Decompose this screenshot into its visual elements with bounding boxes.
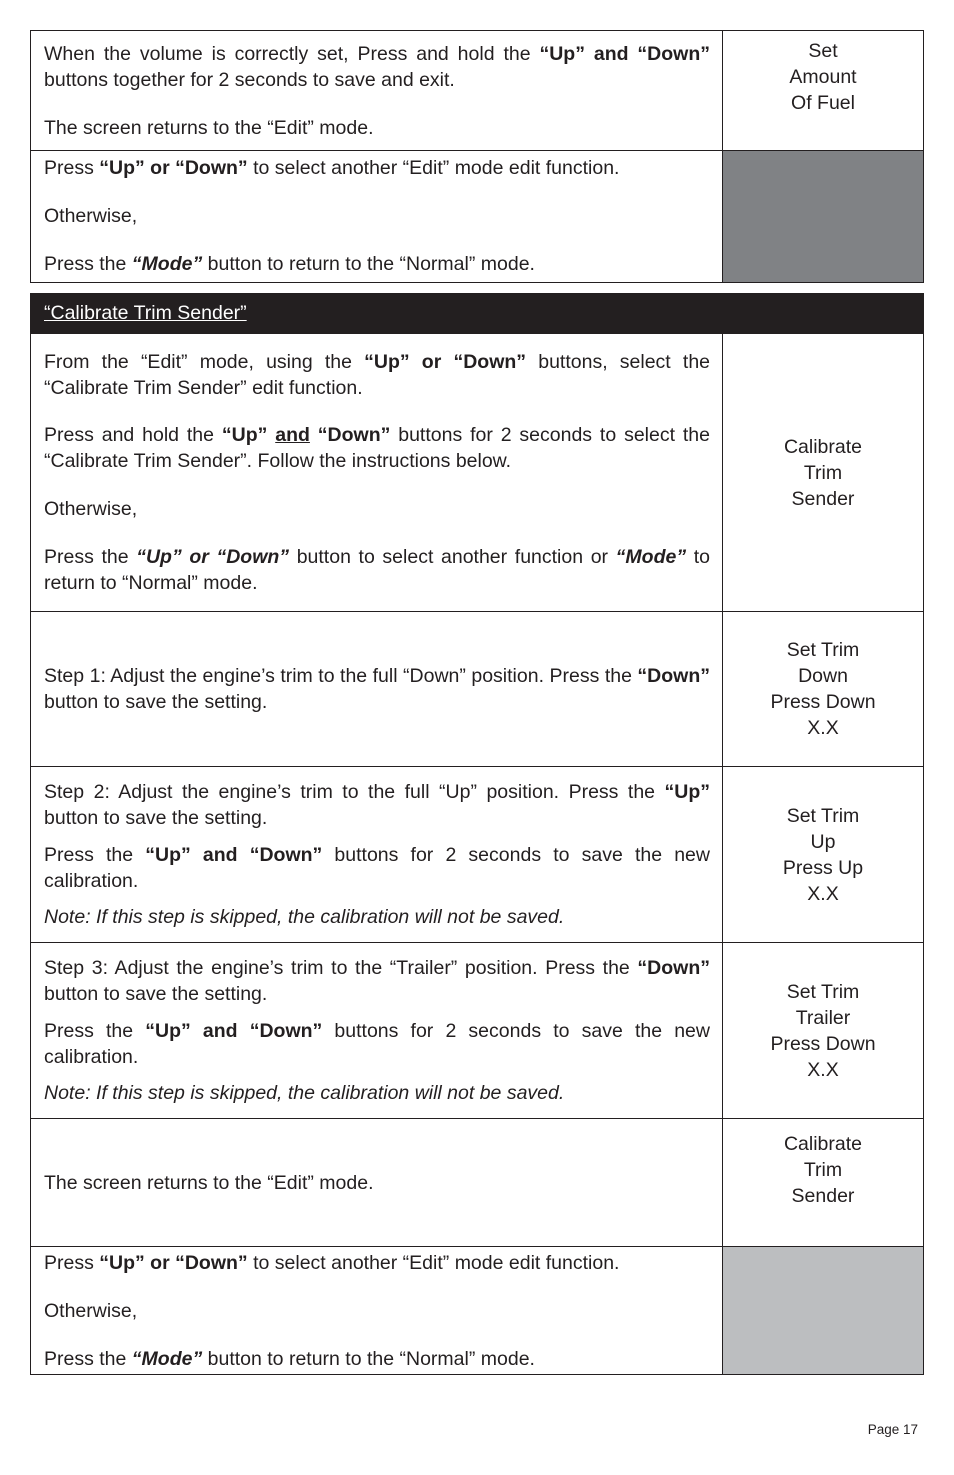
instruction-text: Press the “Mode” button to return to the “Normal” mode. [44, 1348, 535, 1370]
display-line: Set Trim [786, 639, 860, 661]
instruction-text: Press the “Up” and “Down” buttons for 2 seconds to save the new calibration. [44, 1020, 710, 1068]
display-line: Trailer [795, 1006, 851, 1029]
table-row [31, 611, 923, 766]
shaded-display-cell [723, 151, 923, 282]
display-line: Set Trim [786, 980, 860, 1003]
display-cell [723, 334, 923, 611]
display-line: Trim [803, 1159, 843, 1181]
instruction-text: Step 3: Adjust the engine’s trim to the “Trailer” position. Press the “Down” button to save the setting. [44, 957, 710, 1005]
instruction-cell [31, 767, 723, 942]
display-line: Of Fuel [791, 92, 855, 114]
instruction-cell [31, 1119, 723, 1246]
display-line: Amount [789, 66, 857, 88]
instruction-text: Press “Up” or “Down” to select another “Edit” mode edit function. [44, 1252, 620, 1274]
display-line: Calibrate [783, 1133, 863, 1155]
instruction-text: Otherwise, [44, 205, 138, 227]
instruction-text: The screen returns to the “Edit” mode. [44, 117, 374, 139]
display-line: Trim [803, 461, 843, 484]
instruction-cell [31, 1247, 723, 1374]
instruction-cell [31, 334, 723, 611]
display-line: Set [808, 40, 838, 62]
instruction-text: When the volume is correctly set, Press and hold the “Up” and “Down” buttons together for 2 seconds to save and exit. [44, 43, 710, 91]
instruction-text: Step 2: Adjust the engine’s trim to the full “Up” position. Press the “Up” button to save the setting. [44, 781, 710, 829]
fuel-table [30, 30, 924, 283]
table-row [31, 333, 923, 611]
display-cell [723, 1119, 923, 1246]
display-line: Press Down [770, 691, 876, 713]
display-line: Down [798, 665, 848, 687]
display-line: Sender [791, 487, 855, 510]
instruction-cell [31, 612, 723, 766]
display-line: Sender [791, 1185, 855, 1207]
note-text: Note: If this step is skipped, the calibration will not be saved. [44, 1082, 565, 1104]
instruction-cell [31, 943, 723, 1118]
table-row [31, 1118, 923, 1246]
instruction-text: Press the “Up” or “Down” button to select another function or “Mode” to return to “Normal” mode. [44, 546, 710, 594]
instruction-text: Press the “Up” and “Down” buttons for 2 seconds to save the new calibration. [44, 844, 710, 892]
display-line: Set Trim [786, 804, 860, 827]
table-row [31, 150, 923, 282]
shaded-display-cell [723, 1247, 923, 1374]
calibrate-trim-table [30, 293, 924, 1375]
instruction-text: Step 1: Adjust the engine’s trim to the full “Down” position. Press the “Down” button to save the setting. [44, 665, 710, 713]
instruction-text: Press the “Mode” button to return to the “Normal” mode. [44, 253, 535, 275]
table-row [31, 1246, 923, 1374]
display-line: X.X [807, 1058, 839, 1081]
instruction-text: From the “Edit” mode, using the “Up” or “Down” buttons, select the “Calibrate Trim Sender” edit function. [44, 351, 711, 399]
page-number: Page 17 [867, 1422, 918, 1437]
instruction-text: Otherwise, [44, 1300, 138, 1322]
instruction-cell [31, 31, 723, 150]
table-row [31, 942, 923, 1118]
instruction-text: Press “Up” or “Down” to select another “Edit” mode edit function. [44, 157, 620, 179]
instruction-cell [31, 151, 723, 282]
instruction-text: Otherwise, [44, 498, 138, 520]
display-cell [723, 31, 923, 150]
display-line: X.X [807, 882, 839, 905]
display-line: X.X [807, 717, 839, 739]
table-row [31, 31, 923, 150]
instruction-text: Press and hold the “Up” and “Down” buttons for 2 seconds to select the “Calibrate Trim Sender”. Follow the instructions below. [44, 424, 710, 472]
note-text: Note: If this step is skipped, the calibration will not be saved. [44, 906, 565, 928]
display-line: Press Up [782, 856, 864, 879]
display-line: Press Down [770, 1032, 876, 1055]
display-cell [723, 767, 923, 942]
display-line: Calibrate [783, 435, 863, 458]
display-cell [723, 612, 923, 766]
display-cell [723, 943, 923, 1118]
instruction-text: The screen returns to the “Edit” mode. [44, 1171, 374, 1194]
table-row [31, 766, 923, 942]
display-line: Up [810, 830, 836, 853]
section-header: “Calibrate Trim Sender” [31, 294, 923, 333]
